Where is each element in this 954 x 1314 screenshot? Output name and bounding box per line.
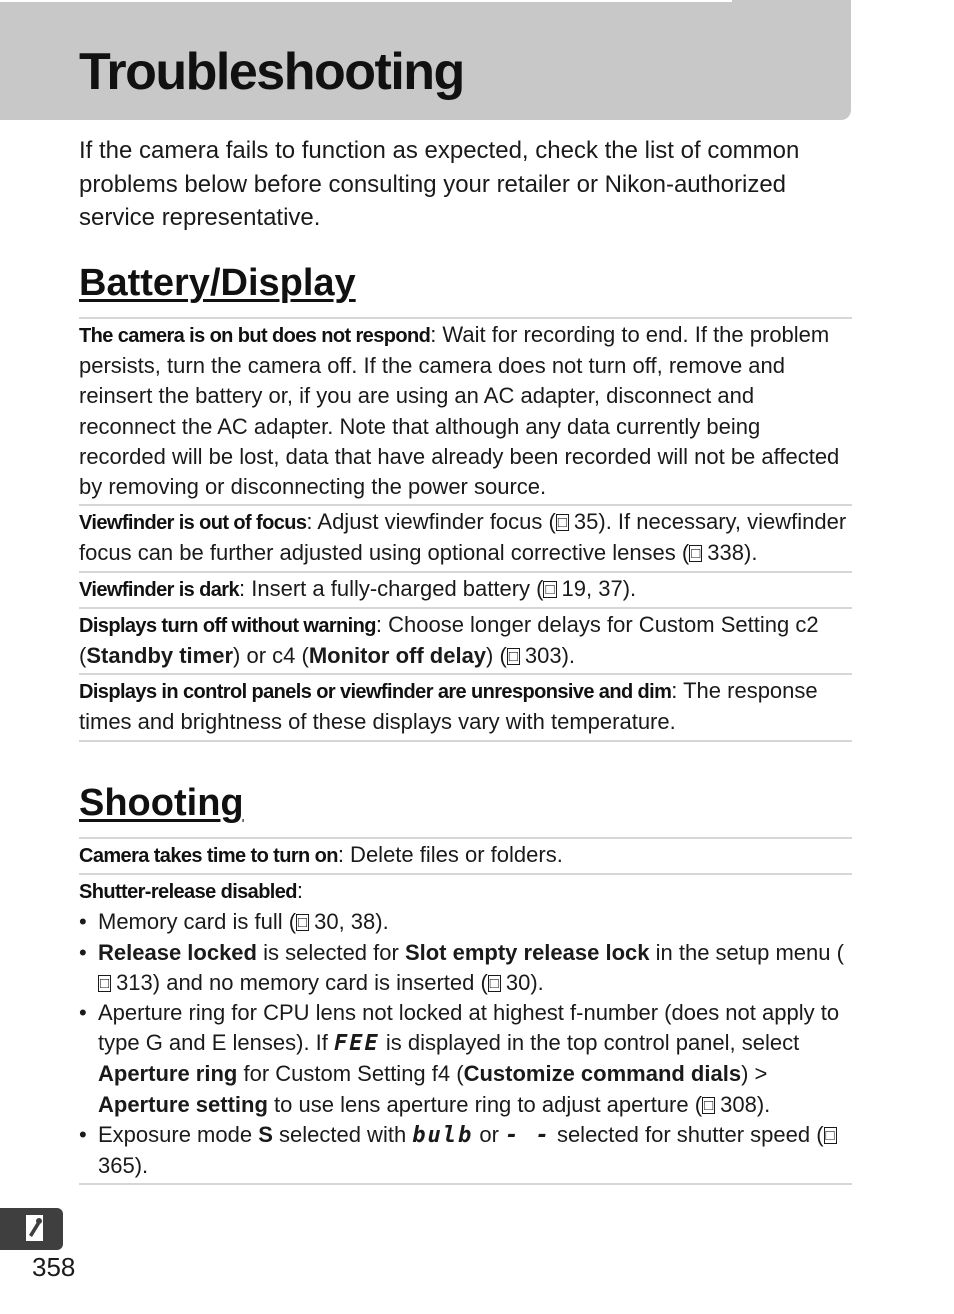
cause-list [79,907,852,1181]
menu-option-slot-empty-release-lock: Slot empty release lock [404,939,650,965]
entry-text: is displayed in the top control panel, select [379,1030,800,1056]
entry-text: or [473,1121,506,1147]
entry-text: : Adjust viewfinder focus ( [306,509,556,535]
entry-text: for Custom Setting f4 ( [237,1061,464,1087]
entry-text: : Wait for recording to end. If the problem persists, turn the camera off. If the camera does not turn off, remove and reinsert the battery or, if you are using an AC adapter, disconnect and reconnect the AC adapter. Note that although any data currently being recorded will be lost, data that have already been recorded will not be affected by removing or disconnecting the power source. [79,322,840,500]
entry-term: Displays turn off without warning [79,614,376,637]
entry-text: 313) and no memory card is inserted ( [116,969,488,995]
entry-text: 19, 37). [561,575,637,601]
list-item [79,998,852,1120]
entry-term: The camera is on but does not respond [79,325,431,347]
entry-viewfinder-out-of-focus [79,504,852,570]
section-tab [0,1208,63,1250]
menu-option-release-locked: Release locked [98,939,257,965]
book-reference-icon: □ [704,1096,714,1114]
entry-text: selected with [272,1121,413,1147]
entry-text: : The response times and brightness of these displays vary with temperature. [79,678,818,735]
book-reference-icon: □ [691,545,701,563]
entry-term: Viewfinder is dark [79,578,240,601]
entry-text: ) or c4 ( [233,643,309,669]
entry-displays-turn-off [79,607,852,673]
entry-text: selected for shutter speed ( [550,1121,824,1147]
entry-text: 30, 38). [314,909,389,935]
entry-text: : [296,878,304,904]
entry-text: 303). [524,643,576,669]
entry-text: 308). [720,1091,771,1117]
book-reference-icon: □ [298,914,308,932]
entry-text: : Delete files or folders. [337,842,563,867]
shooting-entries [79,837,852,1185]
battery-display-entries [79,317,852,742]
entry-text: to use lens aperture ring to adjust aperture ( [267,1091,703,1117]
section-heading-shooting: Shooting [79,782,244,824]
wrench-note-icon [24,1213,46,1245]
entry-camera-not-responding [79,317,852,504]
header-line [0,0,732,2]
entry-text: 30). [505,969,544,995]
entry-term: Shutter-release disabled [79,881,297,904]
menu-option-monitor-off-delay: Monitor off delay [308,643,487,669]
book-reference-icon: □ [557,514,567,532]
entry-displays-unresponsive-dim [79,673,852,741]
book-reference-icon: □ [489,974,499,992]
entry-text: 338). [707,540,758,566]
lcd-bulb-indicator: bulb [412,1122,474,1148]
entry-text: ) > [741,1061,768,1087]
menu-option-standby-timer: Standby timer [86,643,234,669]
page-number: 358 [32,1252,76,1282]
entry-term: Viewfinder is out of focus [79,512,307,535]
menu-option-customize-command-dials: Customize command dials [463,1061,742,1087]
entry-text: : Insert a fully-charged battery ( [239,575,544,601]
page-title: Troubleshooting [79,43,464,101]
section-heading-battery-display: Battery/Display [79,262,356,304]
entry-text: 35). If necessary, viewfinder focus can be further adjusted using optional corrective lenses ( [79,509,847,566]
entry-shutter-release-disabled [79,873,852,1185]
entry-text: ) ( [486,643,507,669]
intro-paragraph: If the camera fails to function as expected, check the list of common problems below before consulting your retailer or Nikon-authorized service representative. [79,137,800,231]
lcd-time-indicator: - - [505,1122,551,1148]
menu-option-aperture-setting: Aperture setting [98,1091,268,1117]
entry-term: Camera takes time to turn on [79,845,338,867]
exposure-mode-s: S [258,1121,273,1147]
menu-option-aperture-ring: Aperture ring [98,1061,238,1087]
list-item [79,938,852,998]
lcd-fee-indicator: FEE [334,1031,380,1057]
entry-term: Displays in control panels or viewfinder are unresponsive and dim [79,681,672,704]
book-reference-icon: □ [545,580,555,598]
book-reference-icon: □ [508,648,518,666]
book-reference-icon: □ [100,974,110,992]
list-item [79,1120,852,1181]
entry-text: in the setup menu ( [649,939,844,965]
entry-text: 365). [98,1153,149,1179]
entry-text: Exposure mode [98,1121,259,1147]
entry-viewfinder-dark [79,571,852,607]
entry-text: is selected for [256,939,405,965]
entry-text: Aperture ring for CPU lens not locked at highest f-number (does not apply to type G and E lenses). If [98,1000,840,1056]
list-item [79,907,852,937]
entry-camera-slow-to-turn-on [79,837,852,873]
entry-text: : Choose longer delays for Custom Setting c2 ( [79,611,819,669]
book-reference-icon: □ [825,1126,835,1144]
entry-text: Memory card is full ( [98,909,297,935]
